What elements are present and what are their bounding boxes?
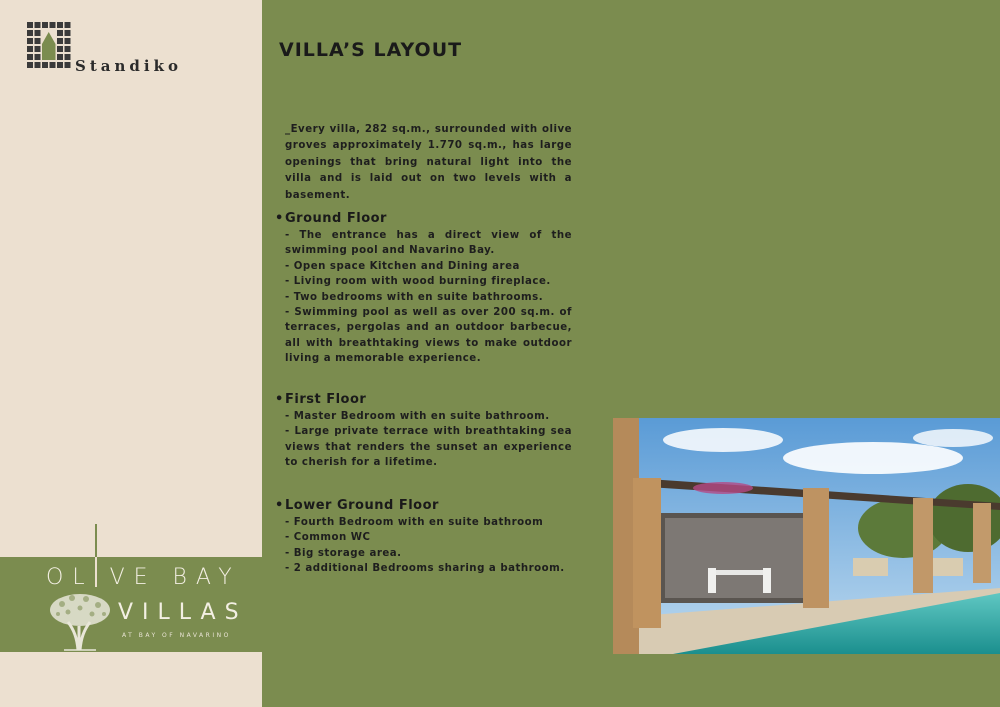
olive-tree-icon [44, 590, 116, 652]
villa-pool-image[interactable] [613, 418, 1000, 654]
feature-list [275, 409, 572, 471]
list-item: - Fourth Bedroom with en suite bathroom [285, 517, 544, 528]
logo-line-1: OL VE BAY [46, 565, 241, 590]
list-item: - Big storage area. [285, 547, 402, 559]
section-lower-ground-floor [275, 497, 575, 577]
list-item: - Swimming pool as well as over 200 sq.m. of terraces, pergolas and an outdoor barbecue, all with breathtaking views to make outdoor living a memorable experience. [285, 307, 572, 365]
intro-paragraph: _Every villa, 282 sq.m., surrounded with olive groves approximately 1.770 sq.m., has large openings that bring natural light into the villa and is laid out on two levels with a basement. [285, 124, 572, 201]
standiko-logo[interactable] [27, 22, 207, 77]
feature-list [275, 228, 572, 367]
section-heading: •Lower Ground Floor [275, 498, 439, 513]
logo-subtitle: AT BAY OF NAVARINO [122, 632, 231, 639]
list-item: - The entrance has a direct view of the swimming pool and Navarino Bay. [285, 230, 572, 257]
section-ground-floor [275, 210, 575, 367]
list-item: - Large private terrace with breathtaking sea views that renders the sunset an experience to cherish for a lifetime. [285, 426, 572, 469]
bullet-icon: • [275, 498, 284, 513]
list-item: - Two bedrooms with en suite bathrooms. [285, 291, 544, 303]
feature-list [275, 515, 572, 577]
section-first-floor [275, 391, 575, 471]
brand-name: Standiko [75, 57, 182, 75]
page-title: VILLA’S LAYOUT [279, 39, 463, 61]
bullet-icon: • [275, 211, 284, 226]
list-item: - Common WC [285, 532, 371, 544]
list-item: - Living room with wood burning fireplace. [285, 276, 551, 288]
list-item: - Open space Kitchen and Dining area [285, 260, 520, 272]
standiko-grid-house-icon [27, 22, 71, 72]
section-heading: •Ground Floor [275, 211, 387, 226]
list-item: - 2 additional Bedrooms sharing a bathroom. [285, 563, 565, 575]
logo-line-2: VILLAS [118, 600, 248, 625]
bullet-icon: • [275, 392, 284, 407]
list-item: - Master Bedroom with en suite bathroom. [285, 411, 550, 422]
section-heading: •First Floor [275, 392, 367, 407]
